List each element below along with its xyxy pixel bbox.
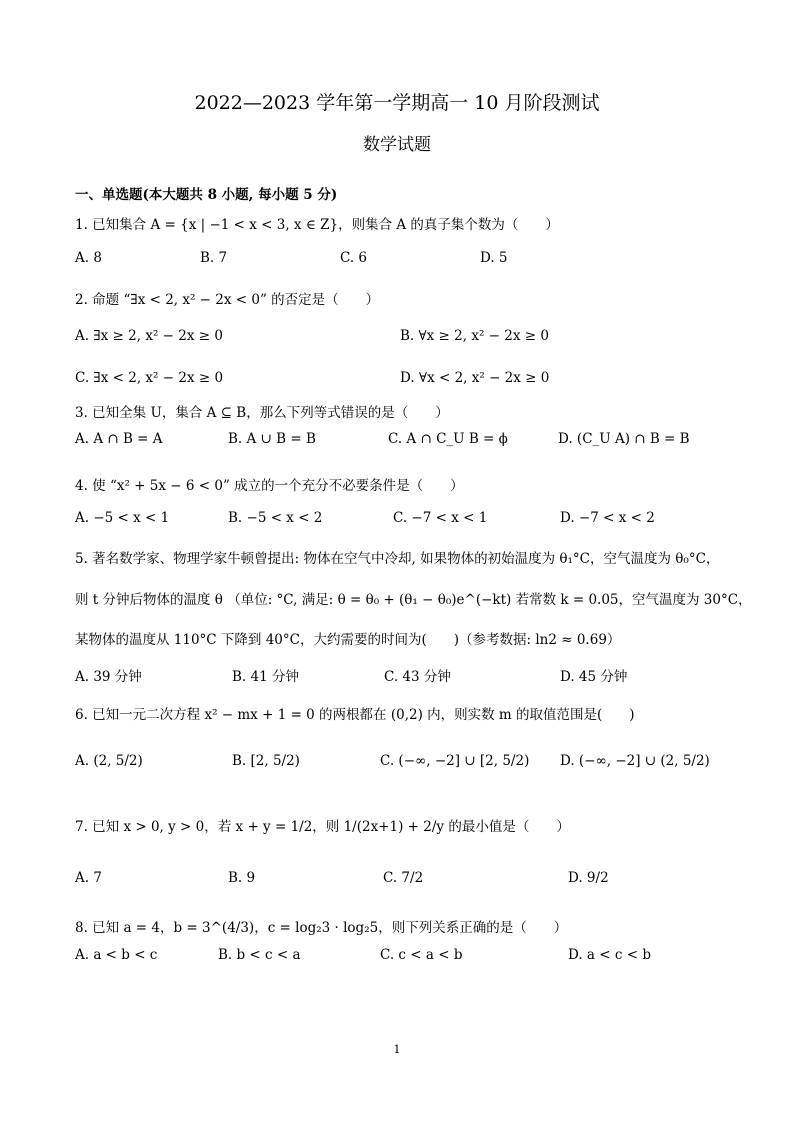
question-3-option-d: D. (C_U A) ∩ B = B xyxy=(558,431,690,447)
question-8-option-a: A. a < b < c xyxy=(75,947,158,963)
question-2-option-b: B. ∀x ≥ 2, x² − 2x ≥ 0 xyxy=(400,328,549,344)
section-heading: 一、单选题(本大题共 8 小题, 每小题 5 分) xyxy=(75,187,338,203)
question-4-option-b: B. −5 < x < 2 xyxy=(228,510,323,526)
question-6-option-b: B. [2, 5/2) xyxy=(232,753,300,769)
question-3-option-b: B. A ∪ B = B xyxy=(228,431,316,447)
question-5-stem-line-1: 5. 著名数学家、物理学家牛顿曾提出: 物体在空气中冷却, 如果物体的初始温度为 θ₁°C，空气温度为 θ₀°C， xyxy=(75,551,720,567)
question-6-option-a: A. (2, 5/2) xyxy=(75,753,143,769)
question-5-option-d: D. 45 分钟 xyxy=(560,669,628,685)
question-2-stem: 2. 命题 “∃x < 2, x² − 2x < 0” 的否定是（ ） xyxy=(75,292,380,308)
question-4-stem: 4. 使 “x² + 5x − 6 < 0” 成立的一个充分不必要条件是（ ） xyxy=(75,478,464,494)
question-8-option-d: D. a < c < b xyxy=(568,947,651,963)
question-5-stem-line-2: 则 t 分钟后物体的温度 θ （单位: °C, 满足: θ = θ₀ + (θ₁ − θ₀)e^(−kt) 若常数 k = 0.05，空气温度为 30°C， xyxy=(75,592,752,608)
question-6-stem: 6. 已知一元二次方程 x² − mx + 1 = 0 的两根都在 (0,2) 内，则实数 m 的取值范围是( ) xyxy=(75,707,635,723)
question-1-option-d: D. 5 xyxy=(480,250,508,266)
question-1-option-b: B. 7 xyxy=(200,250,228,266)
page-title: 2022—2023 学年第一学期高一 10 月阶段测试 xyxy=(194,92,600,114)
question-7-stem: 7. 已知 x > 0, y > 0，若 x + y = 1/2，则 1/(2x+1) + 2/y 的最小值是（ ） xyxy=(75,819,570,835)
question-5-option-c: C. 43 分钟 xyxy=(384,669,451,685)
question-7-option-c: C. 7/2 xyxy=(383,870,424,886)
question-6-option-d: D. (−∞, −2] ∪ (2, 5/2) xyxy=(560,753,710,769)
question-1-stem: 1. 已知集合 A = {x | −1 < x < 3, x ∈ Z}，则集合 A 的真子集个数为（ ） xyxy=(75,217,559,233)
question-3-option-c: C. A ∩ C_U B = ϕ xyxy=(388,431,508,447)
question-1-option-c: C. 6 xyxy=(340,250,368,266)
question-7-option-b: B. 9 xyxy=(228,870,256,886)
question-6-option-c: C. (−∞, −2] ∪ [2, 5/2) xyxy=(380,753,530,769)
question-3-stem: 3. 已知全集 U，集合 A ⊆ B，那么下列等式错误的是（ ） xyxy=(75,405,449,421)
question-2-option-c: C. ∃x < 2, x² − 2x ≥ 0 xyxy=(75,370,224,386)
question-7-option-d: D. 9/2 xyxy=(568,870,609,886)
page-subtitle: 数学试题 xyxy=(363,135,431,155)
question-5-stem-line-3: 某物体的温度从 110°C 下降到 40°C，大约需要的时间为( )（参考数据: ln2 ≈ 0.69） xyxy=(75,632,621,648)
question-1-option-a: A. 8 xyxy=(75,250,102,266)
question-8-option-b: B. b < c < a xyxy=(218,947,301,963)
question-8-stem: 8. 已知 a = 4，b = 3^(4/3)，c = log₂3 · log₂5，则下列关系正确的是（ ） xyxy=(75,920,568,936)
question-2-option-d: D. ∀x < 2, x² − 2x ≥ 0 xyxy=(400,370,550,386)
question-5-option-a: A. 39 分钟 xyxy=(75,669,142,685)
question-4-option-c: C. −7 < x < 1 xyxy=(393,510,488,526)
page-number: 1 xyxy=(393,1043,401,1056)
question-4-option-d: D. −7 < x < 2 xyxy=(560,510,655,526)
question-4-option-a: A. −5 < x < 1 xyxy=(75,510,170,526)
question-7-option-a: A. 7 xyxy=(75,870,102,886)
question-8-option-c: C. c < a < b xyxy=(380,947,463,963)
question-3-option-a: A. A ∩ B = A xyxy=(75,431,163,447)
question-2-option-a: A. ∃x ≥ 2, x² − 2x ≥ 0 xyxy=(75,328,223,344)
question-5-option-b: B. 41 分钟 xyxy=(232,669,299,685)
